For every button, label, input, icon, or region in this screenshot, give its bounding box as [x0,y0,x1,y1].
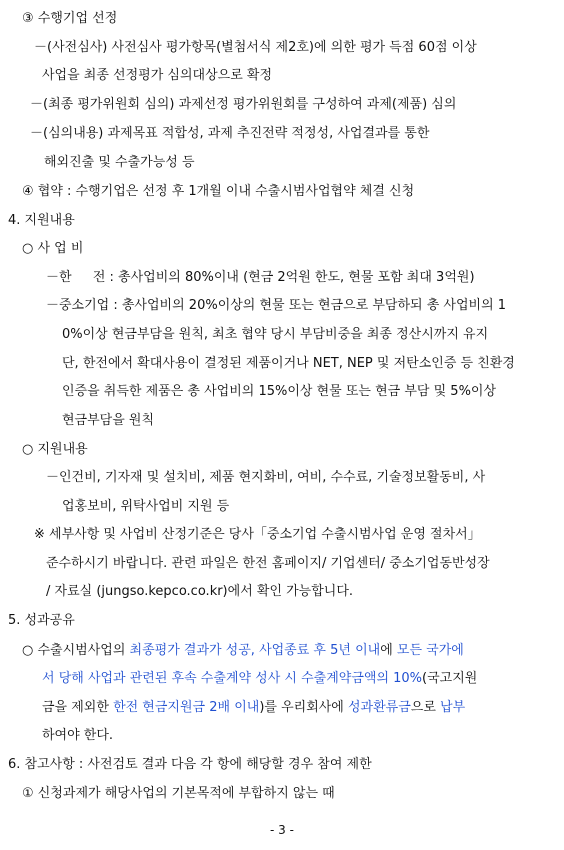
text-line: －인건비, 기자재 및 설치비, 제품 현지화비, 여비, 수수료, 기술정보활동비, 사 [46,470,486,485]
text-line: 사업을 최종 선정평가 심의대상으로 확정 [42,68,273,83]
highlighted-text: 납부 [440,700,466,715]
text-line: 업홍보비, 위탁사업비 지원 등 [62,499,230,514]
text-line: －(최종 평가위원회 심의) 과제선정 평가위원회를 구성하여 과제(제품) 심의 [30,97,457,112]
text-line: 4. 지원내용 [8,213,75,228]
text-line: －한 전 : 총사업비의 80%이내 (현금 2억원 한도, 현물 포함 최대 3억원) [46,270,475,285]
text-line: －중소기업 : 총사업비의 20%이상의 현물 또는 현금으로 부담하되 총 사업비의 1 [46,298,507,313]
text-line: ① 신청과제가 해당사업의 기본목적에 부합하지 않는 때 [22,786,335,801]
page-number: - 3 - [270,823,294,837]
text-line: 현금부담을 원칙 [62,413,155,428]
text-line: 0%이상 현금부담을 원칙, 최초 협약 당시 부담비중을 최종 정산시까지 유지 [62,327,489,342]
text-line [22,642,464,660]
text-line: 5. 성과공유 [8,613,75,628]
text-line: －(심의내용) 과제목표 적합성, 과제 추진전략 적정성, 사업결과를 통한 [30,126,430,141]
text-line: 하여야 한다. [42,728,114,743]
text-segment: 으로 [410,700,441,715]
highlighted-text: 성과환류금 [348,700,411,715]
text-segment: 금을 제외한 [42,700,114,715]
text-segment: 에 [380,643,397,658]
highlighted-text: 서 당해 사업과 관련된 후속 수출계약 성사 시 수출계약금액의 10% [42,671,423,686]
highlighted-text: 한전 현금지원금 2배 이내 [113,700,260,715]
text-line: －(사전심사) 사전심사 평가항목(별첨서식 제2호)에 의한 평가 득점 60점 이상 [34,40,477,55]
text-line: 6. 참고사항 : 사전검토 결과 다음 각 항에 해당할 경우 참여 제한 [8,757,372,772]
text-segment: ○ 수출시범사업의 [22,643,130,658]
text-line [42,699,465,717]
text-segment: (국고지원 [422,671,478,686]
text-line: ○ 사 업 비 [22,241,84,256]
highlighted-text: 최종평가 결과가 성공, 사업종료 후 5년 이내 [129,643,381,658]
highlighted-text: 모든 국가에 [396,643,464,658]
text-segment: )를 우리회사에 [259,700,348,715]
text-line: ※ 세부사항 및 사업비 산정기준은 당사「중소기업 수출시범사업 운영 절차서」 [34,527,481,542]
text-line: 해외진출 및 수출가능성 등 [44,155,195,170]
text-line [42,670,477,688]
text-line: ④ 협약 : 수행기업은 선정 후 1개월 이내 수출시범사업협약 체결 신청 [22,184,415,199]
text-line: ○ 지원내용 [22,442,88,457]
text-line: 인증을 취득한 제품은 총 사업비의 15%이상 현물 또는 현금 부담 및 5%이상 [62,384,497,399]
text-line: / 자료실 (jungso.kepco.co.kr)에서 확인 가능합니다. [46,584,354,599]
text-line: 준수하시기 바랍니다. 관련 파일은 한전 홈페이지/ 기업센터/ 중소기업동반성장 [46,556,490,571]
text-line: ③ 수행기업 선정 [22,11,118,26]
text-line: 단, 한전에서 확대사용이 결정된 제품이거나 NET, NEP 및 저탄소인증 등 친환경 [62,356,515,371]
